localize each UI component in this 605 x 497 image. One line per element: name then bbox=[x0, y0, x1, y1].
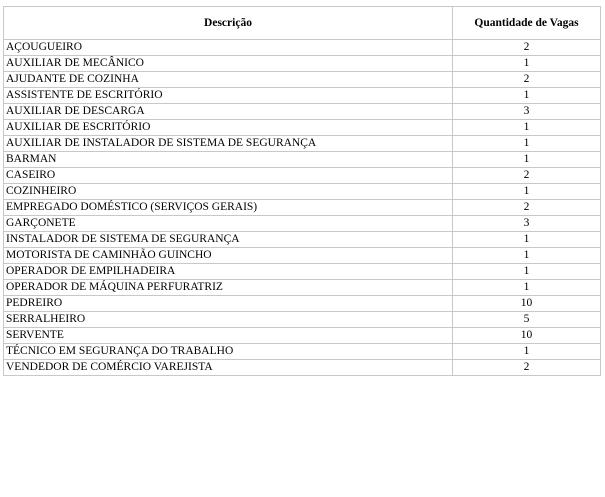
cell-description: ASSISTENTE DE ESCRITÓRIO bbox=[4, 88, 453, 104]
job-vacancies-table bbox=[3, 6, 601, 376]
cell-description: TÉCNICO EM SEGURANÇA DO TRABALHO bbox=[4, 344, 453, 360]
table-header-row bbox=[4, 7, 601, 40]
job-vacancies-table-container bbox=[3, 6, 600, 376]
cell-quantity: 2 bbox=[453, 40, 601, 56]
cell-quantity: 2 bbox=[453, 200, 601, 216]
table-row bbox=[4, 168, 601, 184]
cell-quantity: 1 bbox=[453, 280, 601, 296]
cell-quantity: 3 bbox=[453, 216, 601, 232]
table-row bbox=[4, 88, 601, 104]
cell-description: INSTALADOR DE SISTEMA DE SEGURANÇA bbox=[4, 232, 453, 248]
cell-quantity: 1 bbox=[453, 152, 601, 168]
cell-description: OPERADOR DE EMPILHADEIRA bbox=[4, 264, 453, 280]
table-row bbox=[4, 56, 601, 72]
table-row bbox=[4, 344, 601, 360]
table-row bbox=[4, 184, 601, 200]
table-row bbox=[4, 104, 601, 120]
cell-quantity: 1 bbox=[453, 88, 601, 104]
cell-description: SERRALHEIRO bbox=[4, 312, 453, 328]
cell-description: COZINHEIRO bbox=[4, 184, 453, 200]
cell-description: EMPREGADO DOMÉSTICO (SERVIÇOS GERAIS) bbox=[4, 200, 453, 216]
cell-quantity: 10 bbox=[453, 328, 601, 344]
cell-description: MOTORISTA DE CAMINHÃO GUINCHO bbox=[4, 248, 453, 264]
table-body bbox=[4, 40, 601, 376]
table-row bbox=[4, 216, 601, 232]
cell-quantity: 2 bbox=[453, 168, 601, 184]
cell-description: AUXILIAR DE DESCARGA bbox=[4, 104, 453, 120]
table-row bbox=[4, 40, 601, 56]
cell-description: VENDEDOR DE COMÉRCIO VAREJISTA bbox=[4, 360, 453, 376]
cell-quantity: 1 bbox=[453, 344, 601, 360]
cell-quantity: 5 bbox=[453, 312, 601, 328]
cell-quantity: 1 bbox=[453, 56, 601, 72]
cell-description: GARÇONETE bbox=[4, 216, 453, 232]
cell-quantity: 3 bbox=[453, 104, 601, 120]
header-quantity: Quantidade de Vagas bbox=[453, 7, 601, 40]
table-row bbox=[4, 136, 601, 152]
table-row bbox=[4, 152, 601, 168]
cell-quantity: 1 bbox=[453, 136, 601, 152]
table-row bbox=[4, 248, 601, 264]
cell-description: SERVENTE bbox=[4, 328, 453, 344]
table-row bbox=[4, 264, 601, 280]
cell-quantity: 10 bbox=[453, 296, 601, 312]
cell-description: OPERADOR DE MÁQUINA PERFURATRIZ bbox=[4, 280, 453, 296]
cell-description: AÇOUGUEIRO bbox=[4, 40, 453, 56]
cell-quantity: 1 bbox=[453, 264, 601, 280]
table-row bbox=[4, 72, 601, 88]
table-row bbox=[4, 232, 601, 248]
cell-quantity: 1 bbox=[453, 184, 601, 200]
cell-description: AJUDANTE DE COZINHA bbox=[4, 72, 453, 88]
cell-description: BARMAN bbox=[4, 152, 453, 168]
table-row bbox=[4, 312, 601, 328]
cell-description: AUXILIAR DE ESCRITÓRIO bbox=[4, 120, 453, 136]
cell-quantity: 2 bbox=[453, 360, 601, 376]
cell-description: AUXILIAR DE INSTALADOR DE SISTEMA DE SEGURANÇA bbox=[4, 136, 453, 152]
cell-quantity: 1 bbox=[453, 248, 601, 264]
table-row bbox=[4, 200, 601, 216]
cell-quantity: 1 bbox=[453, 120, 601, 136]
cell-description: PEDREIRO bbox=[4, 296, 453, 312]
table-row bbox=[4, 280, 601, 296]
table-row bbox=[4, 120, 601, 136]
cell-quantity: 2 bbox=[453, 72, 601, 88]
cell-description: CASEIRO bbox=[4, 168, 453, 184]
table-row bbox=[4, 360, 601, 376]
header-description: Descrição bbox=[4, 7, 453, 40]
cell-description: AUXILIAR DE MECÂNICO bbox=[4, 56, 453, 72]
table-row bbox=[4, 328, 601, 344]
cell-quantity: 1 bbox=[453, 232, 601, 248]
table-row bbox=[4, 296, 601, 312]
